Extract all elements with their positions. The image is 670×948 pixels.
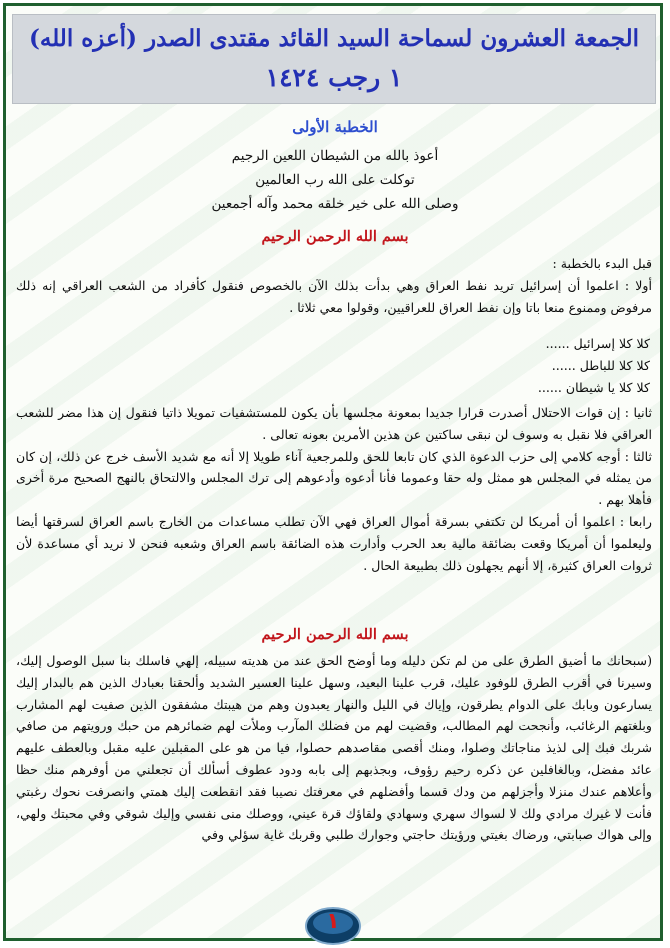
opening-line: أعوذ بالله من الشيطان اللعين الرجيم (231, 148, 439, 164)
chant-line: كلا كلا إسرائيل ...... (545, 336, 650, 351)
opening-line: وصلى الله على خير خلقه محمد وآله أجمعين (211, 196, 459, 212)
points-block (16, 402, 652, 576)
third-point: ثالثا : أوجه كلامي إلى حزب الدعوة الذي كان تابعا للحق وللمرجعية آناء طويلا إلا أنه مع شديد الأسف خرج عن ذلك، إن كان من يمثله في المجلس هو ممثل وله حقا وعموما فأنا أدعوه وأدعوهم إلى ترك المجلس والالتحاق بالنهج الصحيح مرة أخرى فأهلا بهم . (16, 448, 652, 508)
opening-line: توكلت على الله رب العالمين (255, 172, 415, 188)
chant-line: كلا كلا يا شيطان ...... (537, 380, 650, 395)
second-basmala: بسم الله الرحمن الرحيم (261, 626, 409, 643)
basmala: بسم الله الرحمن الرحيم (261, 228, 409, 245)
first-point: أولا : اعلموا أن إسرائيل تريد نفط العراق وهي بدأت بذلك الآن بالخصوص فنقول كأفراد من الشعب العراقي إنه ذلك مرفوض وممنوع منعا باتا وإن نفط العراق للعراقيين، وقولوا معي ثلاثا . (16, 277, 652, 315)
supplication-block (16, 650, 652, 846)
intro-line: قبل البدء بالخطبة : (552, 256, 652, 271)
opening-lines (0, 144, 670, 216)
second-point: ثانيا : إن قوات الاحتلال أصدرت قرارا جديدا بمعونة مجلسها بأن يكون للمستشفيات تمويلا ذاتيا فنقول إن هذا مضر للشعب العراقي فلا نقبل به وسوف لن نبقى ساكتين عن هذين الأمرين بعونه تعالى . (16, 405, 652, 442)
chant-list (250, 333, 650, 399)
first-point-block (16, 253, 652, 318)
first-sermon-heading: الخطبة الأولى (292, 118, 378, 136)
page-number: ١ (326, 909, 340, 934)
chant-line: كلا كلا للباطل ...... (551, 358, 650, 373)
supplication-text: (سبحانك ما أضيق الطرق على من لم تكن دليله وما أوضح الحق عند من هديته سبيله، إلهي فاسلك بنا سبل الوصول إليك، وسيرنا في أقرب الطرق للوفود عليك، قرب علينا البعيد، وسهل علينا العسير الشديد وألحقنا بعبادك الذين هم بالبدار إليك يسارعون وبابك على الدوام يطرقون، وإياك في الليل والنهار يعبدون وهم من هيبتك مشفقون الذين صفيت لهم المشارب وبلغتهم الرغائب، وأنجحت لهم المطالب، وقضيت لهم من فضلك المآرب وملأت لهم ضمائرهم من حبك ورويتهم من صافي شربك فبك إلى لذيذ مناجاتك وصلوا، ومنك أقصى مقاصدهم حصلوا، فيا من هو على المقبلين عليه مقبل وبالعطف عليهم عائد مفضل، وبالغافلين عن ذكره رحيم رؤوف، وبجذبهم إلى بابه ودود عطوف أسألك أن تجعلني من أوفرهم منك حظا وأعلاهم عندك منزلا وأجزلهم من ودك قسما وأفضلهم في معرفتك نصيبا فقد انقطعت إليك همتي وانصرفت نحوك رغبتي فأنت لا غيرك مرادي ولك لا لسواك سهري وسهادي ولقاؤك قرة عيني، ووصلك منى نفسي وإليك شوقي وفي محبتك ولهي، وإلى هواك صبابتي، ورضاك بغيتي ورؤيتك حاجتي وجوارك طلبي وقربك غاية سؤلي وفي (16, 653, 652, 843)
sermon-date: ١ رجب ١٤٢٤ (265, 63, 403, 92)
fourth-point: رابعا : اعلموا أن أمريكا لن تكتفي بسرقة أموال العراق فهي الآن تطلب مساعدات من الخارج باسم العراق لسرقتها أيضا وليعلموا أن أمريكا وقعت بضائقة مالية بعد الحرب وأدارت هذه الضائقة باسم العراق وشعبه فنحن لا نريد أي مساعدة لأن ثروات العراق كثيرة، إلا أنهم يجهلون ذلك بطبيعة الحال . (16, 513, 652, 573)
sermon-title: الجمعة العشرون لسماحة السيد القائد مقتدى الصدر (أعزه الله) (28, 25, 639, 52)
header-band (12, 14, 656, 104)
